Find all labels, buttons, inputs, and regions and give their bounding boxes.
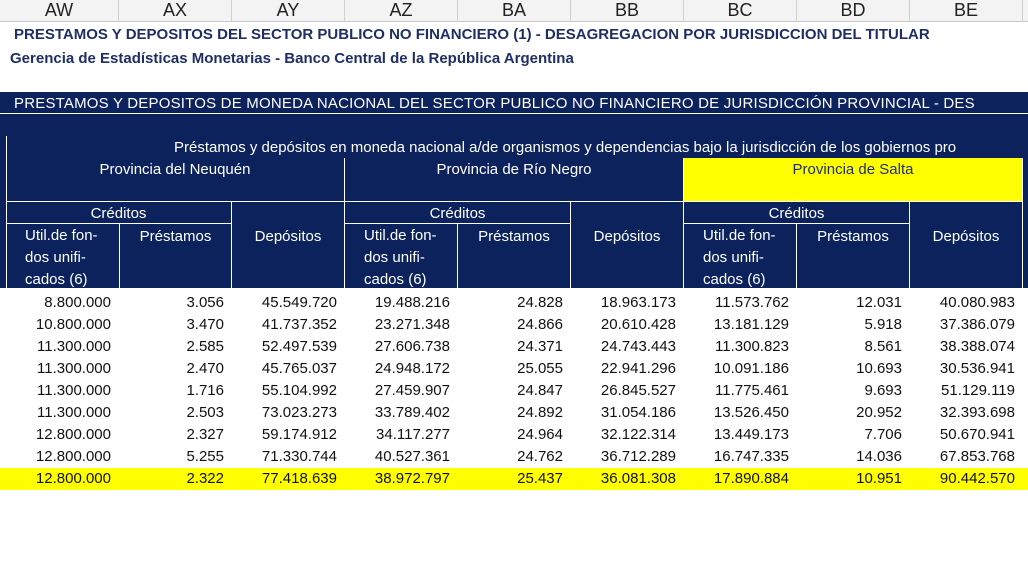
table-cell[interactable]: 73.023.273	[261, 404, 337, 421]
table-cell[interactable]: 3.056	[186, 294, 224, 311]
table-cell[interactable]: 2.585	[186, 338, 224, 355]
table-cell[interactable]: 32.393.698	[939, 404, 1015, 421]
table-cell[interactable]: 2.503	[186, 404, 224, 421]
table-cell[interactable]: 22.941.296	[600, 360, 676, 377]
table-cell[interactable]: 8.561	[864, 338, 902, 355]
table-cell[interactable]: 50.670.941	[939, 426, 1015, 443]
table-row	[0, 402, 1028, 424]
table-cell[interactable]: 32.122.314	[600, 426, 676, 443]
table-cell[interactable]: 12.800.000	[35, 426, 111, 443]
province-neuquen[interactable]: Provincia del Neuquén	[99, 161, 251, 178]
creditos-label: Créditos	[768, 205, 825, 222]
table-row	[0, 336, 1028, 358]
util-fondos-header[interactable]: Util.de fon- dos unifi- cados (6)	[703, 227, 776, 288]
util-fondos-header[interactable]: Util.de fon- dos unifi- cados (6)	[364, 227, 437, 288]
prestamos-header[interactable]: Préstamos	[139, 228, 212, 245]
table-cell[interactable]: 31.054.186	[600, 404, 676, 421]
depositos-header[interactable]: Depósitos	[254, 228, 322, 245]
table-cell[interactable]: 24.762	[517, 448, 563, 465]
column-header-aw[interactable]: AW	[0, 0, 119, 22]
table-cell[interactable]: 7.706	[864, 426, 902, 443]
table-cell[interactable]: 25.055	[517, 360, 563, 377]
table-cell[interactable]: 34.117.277	[376, 426, 450, 443]
column-header-bar	[0, 0, 1028, 22]
province-rio-negro[interactable]: Provincia de Río Negro	[436, 161, 592, 178]
table-cell[interactable]: 20.610.428	[600, 316, 676, 333]
table-row	[0, 468, 1028, 490]
table-cell[interactable]: 9.693	[864, 382, 902, 399]
table-cell[interactable]: 11.775.461	[715, 382, 789, 399]
table-cell[interactable]: 38.388.074	[939, 338, 1015, 355]
util-fondos-header[interactable]: Util.de fon- dos unifi- cados (6)	[25, 227, 98, 288]
table-cell[interactable]: 38.972.797	[374, 470, 450, 487]
table-cell[interactable]: 13.526.450	[713, 404, 789, 421]
table-cell[interactable]: 17.890.884	[713, 470, 789, 487]
table-cell[interactable]: 24.371	[517, 338, 563, 355]
table-row	[0, 292, 1028, 314]
table-cell[interactable]: 24.892	[517, 404, 563, 421]
table-cell[interactable]: 27.459.907	[374, 382, 450, 399]
table-row	[0, 424, 1028, 446]
table-row	[0, 446, 1028, 468]
prestamos-header[interactable]: Préstamos	[478, 228, 550, 245]
table-cell[interactable]: 10.951	[856, 470, 902, 487]
creditos-label: Créditos	[429, 205, 486, 222]
sheet-subtitle[interactable]: Gerencia de Estadísticas Monetarias - Banco Central de la República Argentina	[10, 50, 574, 67]
table-cell[interactable]: 27.606.738	[374, 338, 450, 355]
table-cell[interactable]: 5.255	[186, 448, 224, 465]
band-subtitle[interactable]: Préstamos y depósitos en moneda nacional a/de organismos y dependencias bajo la jurisdicción de los gobiernos pro	[174, 139, 957, 156]
table-cell[interactable]: 8.800.000	[44, 294, 111, 311]
table-cell[interactable]: 24.828	[517, 294, 563, 311]
table-cell[interactable]: 24.948.172	[374, 360, 450, 377]
table-cell[interactable]: 13.181.129	[713, 316, 789, 333]
table-cell[interactable]: 11.300.000	[37, 382, 111, 399]
table-cell[interactable]: 5.918	[864, 316, 902, 333]
column-header-az[interactable]: AZ	[345, 0, 458, 22]
column-header-ba[interactable]: BA	[458, 0, 571, 22]
table-cell[interactable]: 24.847	[517, 382, 563, 399]
table-cell[interactable]: 16.747.335	[713, 448, 789, 465]
column-header-bc[interactable]: BC	[684, 0, 797, 22]
column-header-be[interactable]: BE	[910, 0, 1023, 22]
header-divider	[6, 201, 1022, 202]
table-cell[interactable]: 1.716	[186, 382, 224, 399]
province-salta[interactable]: Provincia de Salta	[792, 161, 914, 178]
table-cell[interactable]: 20.952	[856, 404, 902, 421]
table-cell[interactable]: 45.549.720	[261, 294, 337, 311]
table-cell[interactable]: 24.964	[517, 426, 563, 443]
table-cell[interactable]: 25.437	[517, 470, 563, 487]
table-cell[interactable]: 52.497.539	[261, 338, 337, 355]
column-header-ax[interactable]: AX	[119, 0, 232, 22]
table-cell[interactable]: 90.442.570	[939, 470, 1015, 487]
table-cell[interactable]: 3.470	[186, 316, 224, 333]
table-cell[interactable]: 40.527.361	[374, 448, 450, 465]
table-cell[interactable]: 55.104.992	[261, 382, 337, 399]
table-cell[interactable]: 19.488.216	[374, 294, 450, 311]
creditos-label: Créditos	[90, 205, 147, 222]
table-cell[interactable]: 11.573.762	[715, 294, 789, 311]
column-header-bb[interactable]: BB	[571, 0, 684, 22]
table-header-block	[0, 92, 1028, 288]
table-cell[interactable]: 10.800.000	[35, 316, 111, 333]
column-header-ay[interactable]: AY	[232, 0, 345, 22]
table-cell[interactable]: 12.800.000	[35, 470, 111, 487]
table-cell[interactable]: 10.091.186	[713, 360, 789, 377]
table-cell[interactable]: 36.081.308	[600, 470, 676, 487]
header-divider	[1022, 158, 1023, 288]
table-cell[interactable]: 18.963.173	[600, 294, 676, 311]
table-row	[0, 380, 1028, 402]
table-cell[interactable]: 36.712.289	[600, 448, 676, 465]
table-cell[interactable]: 10.693	[856, 360, 902, 377]
table-cell[interactable]: 40.080.983	[939, 294, 1015, 311]
table-cell[interactable]: 12.031	[856, 294, 902, 311]
table-cell[interactable]: 24.743.443	[600, 338, 676, 355]
table-cell[interactable]: 45.765.037	[261, 360, 337, 377]
table-cell[interactable]: 23.271.348	[374, 316, 450, 333]
table-cell[interactable]: 13.449.173	[713, 426, 789, 443]
table-cell[interactable]: 2.470	[186, 360, 224, 377]
table-cell[interactable]: 11.300.000	[37, 404, 111, 421]
table-cell[interactable]: 12.800.000	[35, 448, 111, 465]
table-cell[interactable]: 2.322	[186, 470, 224, 487]
table-cell[interactable]: 2.327	[186, 426, 224, 443]
table-cell[interactable]: 67.853.768	[939, 448, 1015, 465]
table-cell[interactable]: 26.845.527	[600, 382, 676, 399]
table-cell[interactable]: 59.174.912	[261, 426, 337, 443]
table-cell[interactable]: 33.789.402	[374, 404, 450, 421]
table-row	[0, 314, 1028, 336]
table-cell[interactable]: 71.330.744	[261, 448, 337, 465]
table-cell[interactable]: 30.536.941	[939, 360, 1015, 377]
sheet-title[interactable]: PRESTAMOS Y DEPOSITOS DEL SECTOR PUBLICO NO FINANCIERO (1) - DESAGREGACION POR JURISDICCION DEL TITULAR	[14, 26, 930, 43]
table-cell[interactable]: 11.300.000	[37, 338, 111, 355]
table-cell[interactable]: 14.036	[856, 448, 902, 465]
table-cell[interactable]: 11.300.000	[37, 360, 111, 377]
table-cell[interactable]: 51.129.119	[941, 382, 1015, 399]
column-header-bd[interactable]: BD	[797, 0, 910, 22]
depositos-header[interactable]: Depósitos	[593, 228, 661, 245]
header-divider	[0, 113, 1028, 114]
data-table	[0, 292, 1028, 490]
table-cell[interactable]: 37.386.079	[939, 316, 1015, 333]
table-cell[interactable]: 11.300.823	[715, 338, 789, 355]
band-title[interactable]: PRESTAMOS Y DEPOSITOS DE MONEDA NACIONAL DEL SECTOR PUBLICO NO FINANCIERO DE JURISDICCIÓN PROVINCIAL - DES	[14, 95, 975, 112]
table-row	[0, 358, 1028, 380]
prestamos-header[interactable]: Préstamos	[817, 228, 889, 245]
depositos-header[interactable]: Depósitos	[932, 228, 1000, 245]
table-cell[interactable]: 41.737.352	[261, 316, 337, 333]
table-cell[interactable]: 24.866	[517, 316, 563, 333]
table-cell[interactable]: 77.418.639	[261, 470, 337, 487]
